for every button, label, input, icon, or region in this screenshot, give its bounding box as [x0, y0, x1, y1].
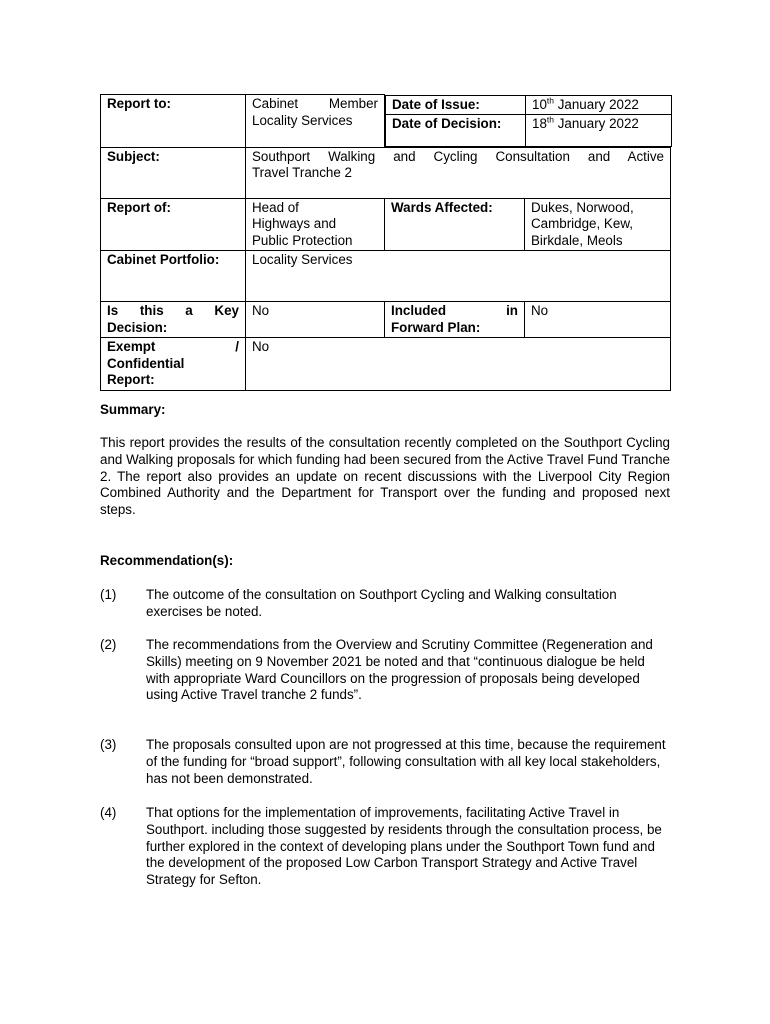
dates-cell: [385, 95, 671, 148]
key-decision-value: No: [246, 302, 385, 338]
wards-affected-value: Dukes, Norwood, Cambridge, Kew, Birkdale, Meols: [525, 198, 671, 251]
date-of-decision-label: Date of Decision:: [386, 115, 526, 147]
date-of-decision-value: 18th January 2022: [526, 115, 672, 147]
recommendation-number: (2): [100, 637, 117, 652]
subject-value: Southport Walking and Cycling Consultation and Active Travel Tranche 2: [246, 147, 671, 198]
date-of-issue-label: Date of Issue:: [386, 95, 526, 115]
report-to-label: Report to:: [101, 95, 246, 148]
summary-heading: Summary:: [100, 402, 166, 417]
wards-affected-label: Wards Affected:: [385, 198, 525, 251]
report-details-table: [100, 94, 671, 391]
recommendation-text: The outcome of the consultation on Southport Cycling and Walking consultation exercises be noted.: [146, 587, 617, 619]
forward-plan-value: No: [525, 302, 671, 338]
cabinet-portfolio-label: Cabinet Portfolio:: [101, 251, 246, 302]
exempt-confidential-value: No: [246, 338, 671, 391]
exempt-confidential-label: Exempt / Confidential Report:: [101, 338, 246, 391]
recommendation-text: The recommendations from the Overview and Scrutiny Committee (Regeneration and Skills) meeting on 9 November 2021 be noted and that “continuous dialogue be held with appropriate Ward Councillors on the progression of proposals being developed using Active Travel tranche 2 funds”.: [146, 637, 653, 703]
recommendation-text: The proposals consulted upon are not progressed at this time, because the requirement of the funding for “broad support”, following consultation with all key local stakeholders, has not been demonstrated.: [146, 737, 666, 786]
forward-plan-label: Included in Forward Plan:: [385, 302, 525, 338]
date-of-issue-value: 10th January 2022: [526, 95, 672, 115]
recommendation-number: (3): [100, 737, 117, 752]
summary-text: This report provides the results of the consultation recently completed on the Southport Cycling and Walking proposals for which funding had been secured from the Active Travel Fund Tranche 2. The report also provides an update on recent discussions with the Liverpool City Region Combined Authority and the Department for Transport over the funding and proposed next steps.: [100, 435, 670, 518]
subject-label: Subject:: [101, 147, 246, 198]
key-decision-label: Is this a Key Decision:: [101, 302, 246, 338]
recommendation-number: (4): [100, 805, 117, 820]
recommendations-heading: Recommendation(s):: [100, 553, 234, 568]
recommendation-text: That options for the implementation of improvements, facilitating Active Travel in Southport. including those suggested by residents through the consultation process, be further explored in the context of developing plans under the Southport Town fund and the development of the proposed Low Carbon Transport Strategy and Active Travel Strategy for Sefton.: [146, 805, 662, 888]
report-of-value: Head of Highways and Public Protection: [246, 198, 385, 251]
report-of-label: Report of:: [101, 198, 246, 251]
recommendation-number: (1): [100, 587, 117, 602]
cabinet-portfolio-value: Locality Services: [246, 251, 671, 302]
report-to-value: Cabinet Member Locality Services: [246, 95, 385, 148]
